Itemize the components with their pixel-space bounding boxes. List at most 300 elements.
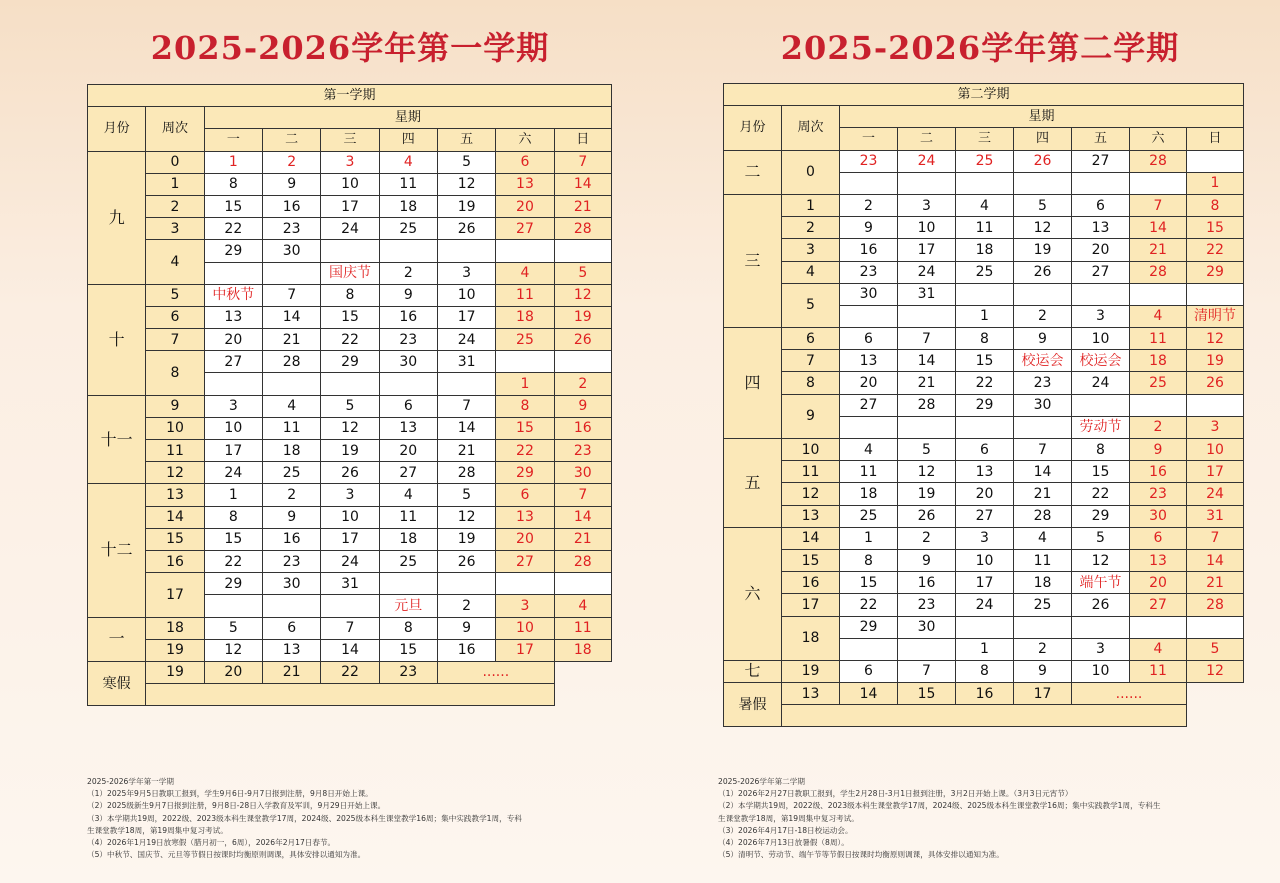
day-cell: 7 bbox=[898, 328, 956, 350]
note-line: （2）本学期共19周，2022级、2023级本科生课堂教学17周，2024级、2025级本科生课堂教学16周；集中实践教学1周，专科生 bbox=[718, 801, 1161, 811]
day-cell: 14 bbox=[1130, 217, 1187, 239]
day-cell: 18 bbox=[840, 483, 898, 505]
day-cell: 11 bbox=[379, 173, 437, 195]
table-row bbox=[724, 261, 1244, 283]
day-cell: 13 bbox=[262, 639, 320, 661]
day-cell bbox=[262, 595, 320, 617]
day-cell bbox=[321, 240, 379, 262]
day-cell: 2 bbox=[1130, 416, 1187, 438]
semester-header: 第二学期 bbox=[724, 84, 1244, 106]
day-cell: 12 bbox=[321, 417, 379, 439]
day-cell bbox=[1187, 394, 1244, 416]
day-cell: 25 bbox=[496, 329, 554, 351]
day-cell: 9 bbox=[840, 217, 898, 239]
day-cell: 21 bbox=[437, 440, 495, 462]
week-number-cell: 2 bbox=[782, 217, 840, 239]
day-cell: 清明节 bbox=[1187, 305, 1244, 327]
day-cell: 23 bbox=[554, 440, 611, 462]
day-cell: 17 bbox=[321, 528, 379, 550]
day-cell: 23 bbox=[262, 550, 320, 572]
day-cell bbox=[956, 172, 1014, 194]
day-cell: 1 bbox=[956, 638, 1014, 660]
table-row bbox=[724, 461, 1244, 483]
week-number-cell: 15 bbox=[782, 549, 840, 571]
table-row bbox=[724, 283, 1244, 305]
day-cell: 5 bbox=[898, 439, 956, 461]
day-cell bbox=[898, 172, 956, 194]
table-row bbox=[724, 616, 1244, 638]
day-cell: 20 bbox=[204, 329, 262, 351]
day-cell: 5 bbox=[321, 395, 379, 417]
day-cell: 20 bbox=[496, 528, 554, 550]
day-cell bbox=[956, 616, 1014, 638]
day-cell: 20 bbox=[204, 661, 262, 683]
day-cell: 26 bbox=[1072, 594, 1130, 616]
week-number-cell: 16 bbox=[782, 572, 840, 594]
day-cell: 5 bbox=[1072, 527, 1130, 549]
day-header: 六 bbox=[1130, 128, 1187, 150]
table-row bbox=[88, 173, 612, 195]
day-cell: 7 bbox=[898, 660, 956, 682]
note-line: 生课堂教学18周，第19周集中复习考试。 bbox=[87, 825, 228, 835]
day-cell: 15 bbox=[1187, 217, 1244, 239]
week-number-cell: 14 bbox=[146, 506, 204, 528]
day-cell: 9 bbox=[379, 284, 437, 306]
day-cell: 15 bbox=[956, 350, 1014, 372]
day-cell: 28 bbox=[898, 394, 956, 416]
day-cell: 3 bbox=[1072, 305, 1130, 327]
day-cell: 22 bbox=[204, 218, 262, 240]
semester2-title: 2025-2026学年第二学期 bbox=[780, 29, 1180, 67]
day-cell: 10 bbox=[1072, 328, 1130, 350]
day-cell: 20 bbox=[1072, 239, 1130, 261]
day-cell: 27 bbox=[496, 218, 554, 240]
day-cell: 20 bbox=[840, 372, 898, 394]
day-cell: 中秋节 bbox=[204, 284, 262, 306]
day-cell bbox=[496, 573, 554, 595]
day-cell: 校运会 bbox=[1072, 350, 1130, 372]
day-cell: 2 bbox=[262, 151, 320, 173]
day-cell: 11 bbox=[956, 217, 1014, 239]
week-number-cell: 18 bbox=[146, 617, 204, 639]
day-cell: 15 bbox=[379, 639, 437, 661]
day-cell: 21 bbox=[1130, 239, 1187, 261]
day-cell bbox=[1072, 283, 1130, 305]
day-cell bbox=[1014, 616, 1072, 638]
day-cell: 15 bbox=[204, 195, 262, 217]
day-cell: 15 bbox=[204, 528, 262, 550]
day-cell: 18 bbox=[1130, 350, 1187, 372]
day-cell: 25 bbox=[1014, 594, 1072, 616]
day-header: 五 bbox=[437, 129, 495, 151]
day-cell: 11 bbox=[379, 506, 437, 528]
day-cell: 26 bbox=[1014, 261, 1072, 283]
day-cell: 2 bbox=[554, 373, 611, 395]
day-cell: 19 bbox=[321, 440, 379, 462]
day-cell: 9 bbox=[898, 549, 956, 571]
day-cell bbox=[321, 595, 379, 617]
day-cell: 19 bbox=[1187, 350, 1244, 372]
day-cell: 1 bbox=[496, 373, 554, 395]
day-cell bbox=[840, 638, 898, 660]
table-row bbox=[724, 660, 1244, 682]
table-row bbox=[88, 195, 612, 217]
day-cell: 23 bbox=[1014, 372, 1072, 394]
day-cell bbox=[379, 373, 437, 395]
day-cell: 29 bbox=[496, 462, 554, 484]
day-cell: 27 bbox=[1072, 150, 1130, 172]
day-cell: 21 bbox=[262, 329, 320, 351]
day-cell: 2 bbox=[898, 527, 956, 549]
day-cell: 23 bbox=[379, 661, 437, 683]
day-cell: 3 bbox=[496, 595, 554, 617]
day-cell: 22 bbox=[321, 329, 379, 351]
day-cell: 17 bbox=[437, 306, 495, 328]
day-cell: 18 bbox=[956, 239, 1014, 261]
month-cell: 六 bbox=[724, 527, 782, 660]
semester2-calendar-table bbox=[723, 83, 1244, 727]
day-cell bbox=[898, 638, 956, 660]
day-cell bbox=[1014, 172, 1072, 194]
day-cell: 24 bbox=[898, 150, 956, 172]
day-cell: 13 bbox=[204, 306, 262, 328]
week-number-cell: 2 bbox=[146, 195, 204, 217]
day-cell: 4 bbox=[554, 595, 611, 617]
month-cell: 三 bbox=[724, 194, 782, 327]
vacation-blank bbox=[146, 684, 554, 706]
month-cell: 一 bbox=[88, 617, 146, 661]
day-cell: 27 bbox=[496, 550, 554, 572]
day-cell: 18 bbox=[496, 306, 554, 328]
day-cell: 30 bbox=[554, 462, 611, 484]
day-cell bbox=[1187, 283, 1244, 305]
table-row bbox=[88, 240, 612, 262]
day-cell: 19 bbox=[437, 195, 495, 217]
week-number-cell: 9 bbox=[782, 394, 840, 438]
day-cell: 22 bbox=[204, 550, 262, 572]
week-number-cell: 18 bbox=[782, 616, 840, 660]
day-cell: 4 bbox=[1014, 527, 1072, 549]
day-cell: 2 bbox=[840, 194, 898, 216]
day-cell: 30 bbox=[379, 351, 437, 373]
day-cell: 27 bbox=[956, 505, 1014, 527]
day-cell: 25 bbox=[840, 505, 898, 527]
day-cell: 15 bbox=[496, 417, 554, 439]
table-row bbox=[724, 505, 1244, 527]
day-cell bbox=[840, 416, 898, 438]
day-cell: 25 bbox=[379, 550, 437, 572]
day-cell bbox=[1014, 416, 1072, 438]
day-cell: 27 bbox=[379, 462, 437, 484]
day-cell: 17 bbox=[321, 195, 379, 217]
day-cell bbox=[1130, 172, 1187, 194]
header-row bbox=[724, 84, 1244, 106]
table-row bbox=[88, 306, 612, 328]
month-cell: 五 bbox=[724, 439, 782, 528]
day-cell: 10 bbox=[204, 417, 262, 439]
day-cell: 21 bbox=[898, 372, 956, 394]
day-cell: 31 bbox=[1187, 505, 1244, 527]
day-cell bbox=[554, 240, 611, 262]
day-cell: 12 bbox=[1187, 660, 1244, 682]
day-cell: 9 bbox=[437, 617, 495, 639]
day-cell: 13 bbox=[956, 461, 1014, 483]
day-cell bbox=[1014, 283, 1072, 305]
day-cell: 6 bbox=[496, 484, 554, 506]
day-cell: 27 bbox=[204, 351, 262, 373]
day-cell: 31 bbox=[321, 573, 379, 595]
day-cell: 5 bbox=[437, 151, 495, 173]
table-row bbox=[724, 150, 1244, 172]
day-cell: 28 bbox=[1014, 505, 1072, 527]
day-cell: 2 bbox=[1014, 638, 1072, 660]
day-cell: 17 bbox=[204, 440, 262, 462]
day-cell: 8 bbox=[956, 660, 1014, 682]
day-cell: 14 bbox=[1014, 461, 1072, 483]
day-cell: 12 bbox=[437, 506, 495, 528]
day-cell: 2 bbox=[262, 484, 320, 506]
day-cell: 2 bbox=[379, 262, 437, 284]
day-cell: 14 bbox=[262, 306, 320, 328]
day-cell: 12 bbox=[1072, 549, 1130, 571]
day-cell: 29 bbox=[321, 351, 379, 373]
vacation-label: 寒假 bbox=[88, 661, 146, 705]
week-number-cell: 10 bbox=[146, 417, 204, 439]
day-cell: 22 bbox=[956, 372, 1014, 394]
day-cell: 30 bbox=[1014, 394, 1072, 416]
day-cell: 26 bbox=[898, 505, 956, 527]
semester-header: 第一学期 bbox=[88, 85, 612, 107]
day-cell: 29 bbox=[956, 394, 1014, 416]
day-cell: 23 bbox=[898, 594, 956, 616]
table-row bbox=[88, 617, 612, 639]
day-cell: 28 bbox=[262, 351, 320, 373]
day-cell: 16 bbox=[554, 417, 611, 439]
semester1-notes bbox=[87, 776, 617, 861]
day-cell: 7 bbox=[554, 484, 611, 506]
day-cell: 17 bbox=[496, 639, 554, 661]
vacation-row bbox=[88, 661, 612, 683]
day-cell: 13 bbox=[496, 506, 554, 528]
note-line: （5）中秋节、国庆节、元旦等节假日按课时均衡原则调课，具体安排以通知为准。 bbox=[87, 850, 366, 860]
day-cell: 2 bbox=[1014, 305, 1072, 327]
day-cell: 24 bbox=[956, 594, 1014, 616]
day-cell: 26 bbox=[437, 218, 495, 240]
day-header: 日 bbox=[1187, 128, 1244, 150]
day-cell bbox=[898, 305, 956, 327]
day-cell bbox=[437, 573, 495, 595]
day-cell: 23 bbox=[379, 329, 437, 351]
notes-heading: 2025-2026学年第二学期 bbox=[718, 777, 805, 786]
week-number-cell: 11 bbox=[146, 440, 204, 462]
day-cell: 7 bbox=[1014, 439, 1072, 461]
day-cell: 24 bbox=[204, 462, 262, 484]
week-number-cell: 4 bbox=[782, 261, 840, 283]
day-header: 日 bbox=[554, 129, 611, 151]
day-cell: 15 bbox=[1072, 461, 1130, 483]
day-cell: 1 bbox=[840, 527, 898, 549]
day-header: 二 bbox=[898, 128, 956, 150]
day-cell: 29 bbox=[204, 573, 262, 595]
day-cell: 12 bbox=[1014, 217, 1072, 239]
day-cell: 1 bbox=[204, 484, 262, 506]
day-cell: 14 bbox=[840, 683, 898, 705]
week-number-cell: 8 bbox=[782, 372, 840, 394]
week-number-cell: 7 bbox=[782, 350, 840, 372]
week-number-cell: 5 bbox=[146, 284, 204, 306]
table-row bbox=[724, 394, 1244, 416]
note-line: （4）2026年7月13日放暑假（8周）。 bbox=[718, 837, 849, 847]
day-cell: 8 bbox=[204, 173, 262, 195]
vacation-blank bbox=[782, 705, 1187, 727]
day-cell: 11 bbox=[496, 284, 554, 306]
day-cell: 26 bbox=[321, 462, 379, 484]
day-cell: 25 bbox=[956, 150, 1014, 172]
day-cell: 15 bbox=[321, 306, 379, 328]
day-cell: 27 bbox=[1072, 261, 1130, 283]
day-cell: 30 bbox=[262, 573, 320, 595]
vacation-continues: ...... bbox=[1072, 683, 1187, 705]
day-cell: 3 bbox=[321, 484, 379, 506]
day-cell: 11 bbox=[1014, 549, 1072, 571]
day-cell bbox=[898, 416, 956, 438]
day-cell: 校运会 bbox=[1014, 350, 1072, 372]
day-cell: 12 bbox=[1187, 328, 1244, 350]
day-cell bbox=[262, 373, 320, 395]
day-cell bbox=[1072, 172, 1130, 194]
day-cell: 8 bbox=[204, 506, 262, 528]
day-header: 四 bbox=[1014, 128, 1072, 150]
day-cell: 6 bbox=[840, 328, 898, 350]
day-cell: 13 bbox=[840, 350, 898, 372]
day-cell: 9 bbox=[262, 506, 320, 528]
note-line: （4）2026年1月19日放寒假（腊月初一，6周），2026年2月17日春节。 bbox=[87, 837, 336, 847]
day-cell: 端午节 bbox=[1072, 572, 1130, 594]
day-cell: 23 bbox=[840, 150, 898, 172]
day-cell: 25 bbox=[379, 218, 437, 240]
note-line: （1）2025年9月5日教职工报到，学生9月6日-9月7日报到注册，9月8日开始上课。 bbox=[87, 789, 373, 799]
week-number-cell: 3 bbox=[146, 218, 204, 240]
day-cell: 4 bbox=[840, 439, 898, 461]
vacation-continues: ...... bbox=[437, 661, 554, 683]
day-cell: 18 bbox=[1014, 572, 1072, 594]
week-number-cell: 3 bbox=[782, 239, 840, 261]
day-cell: 13 bbox=[379, 417, 437, 439]
day-cell: 29 bbox=[840, 616, 898, 638]
day-cell: 3 bbox=[437, 262, 495, 284]
month-cell: 二 bbox=[724, 150, 782, 194]
day-cell: 29 bbox=[204, 240, 262, 262]
table-row bbox=[724, 239, 1244, 261]
week-number-cell: 0 bbox=[146, 151, 204, 173]
day-cell: 6 bbox=[840, 660, 898, 682]
day-cell: 25 bbox=[262, 462, 320, 484]
table-row bbox=[88, 284, 612, 306]
day-cell bbox=[379, 573, 437, 595]
day-cell: 23 bbox=[840, 261, 898, 283]
month-cell: 七 bbox=[724, 660, 782, 682]
day-cell: 13 bbox=[782, 683, 840, 705]
day-cell: 4 bbox=[956, 194, 1014, 216]
day-cell: 26 bbox=[1187, 372, 1244, 394]
day-cell: 4 bbox=[379, 151, 437, 173]
note-line: （3）2026年4月17日-18日校运动会。 bbox=[718, 825, 853, 835]
day-cell: 16 bbox=[379, 306, 437, 328]
day-cell: 4 bbox=[1130, 638, 1187, 660]
day-cell: 20 bbox=[1130, 572, 1187, 594]
week-number-cell: 0 bbox=[782, 150, 840, 194]
day-cell: 16 bbox=[437, 639, 495, 661]
day-cell: 18 bbox=[262, 440, 320, 462]
day-cell: 14 bbox=[1187, 549, 1244, 571]
table-row bbox=[724, 372, 1244, 394]
semester2-notes bbox=[718, 776, 1263, 861]
day-cell: 8 bbox=[321, 284, 379, 306]
day-cell: 25 bbox=[1130, 372, 1187, 394]
day-cell: 21 bbox=[1187, 572, 1244, 594]
day-cell: 1 bbox=[1187, 172, 1244, 194]
day-cell: 7 bbox=[262, 284, 320, 306]
day-cell: 6 bbox=[1130, 527, 1187, 549]
day-cell: 6 bbox=[956, 439, 1014, 461]
week-number-cell: 11 bbox=[782, 461, 840, 483]
day-cell: 21 bbox=[554, 528, 611, 550]
day-header: 二 bbox=[262, 129, 320, 151]
day-cell: 10 bbox=[1187, 439, 1244, 461]
day-cell: 23 bbox=[262, 218, 320, 240]
day-cell: 22 bbox=[321, 661, 379, 683]
header-row bbox=[724, 106, 1244, 128]
day-cell: 31 bbox=[898, 283, 956, 305]
day-cell: 19 bbox=[1014, 239, 1072, 261]
day-cell: 12 bbox=[554, 284, 611, 306]
day-cell bbox=[554, 573, 611, 595]
day-cell bbox=[204, 595, 262, 617]
day-cell: 22 bbox=[1187, 239, 1244, 261]
day-cell: 24 bbox=[1072, 372, 1130, 394]
day-cell: 12 bbox=[437, 173, 495, 195]
day-cell: 8 bbox=[1187, 194, 1244, 216]
week-number-cell: 13 bbox=[782, 505, 840, 527]
day-cell: 12 bbox=[204, 639, 262, 661]
day-cell bbox=[437, 240, 495, 262]
week-number-cell: 10 bbox=[782, 439, 840, 461]
day-cell: 3 bbox=[1187, 416, 1244, 438]
day-cell: 8 bbox=[956, 328, 1014, 350]
day-cell: 8 bbox=[1072, 439, 1130, 461]
day-cell bbox=[437, 373, 495, 395]
day-cell: 17 bbox=[956, 572, 1014, 594]
day-cell: 5 bbox=[1014, 194, 1072, 216]
month-cell: 四 bbox=[724, 328, 782, 439]
vacation-label: 暑假 bbox=[724, 683, 782, 727]
day-cell: 4 bbox=[262, 395, 320, 417]
day-cell: 10 bbox=[1072, 660, 1130, 682]
day-cell: 4 bbox=[496, 262, 554, 284]
semester1-calendar-table bbox=[87, 84, 612, 706]
day-cell: 11 bbox=[1130, 660, 1187, 682]
day-header: 一 bbox=[840, 128, 898, 150]
day-cell: 5 bbox=[1187, 638, 1244, 660]
day-cell: 24 bbox=[1187, 483, 1244, 505]
day-cell: 17 bbox=[898, 239, 956, 261]
day-cell bbox=[204, 262, 262, 284]
day-cell: 7 bbox=[1187, 527, 1244, 549]
day-cell: 11 bbox=[554, 617, 611, 639]
day-cell: 9 bbox=[1014, 660, 1072, 682]
day-cell: 30 bbox=[898, 616, 956, 638]
week-number-cell: 6 bbox=[146, 306, 204, 328]
